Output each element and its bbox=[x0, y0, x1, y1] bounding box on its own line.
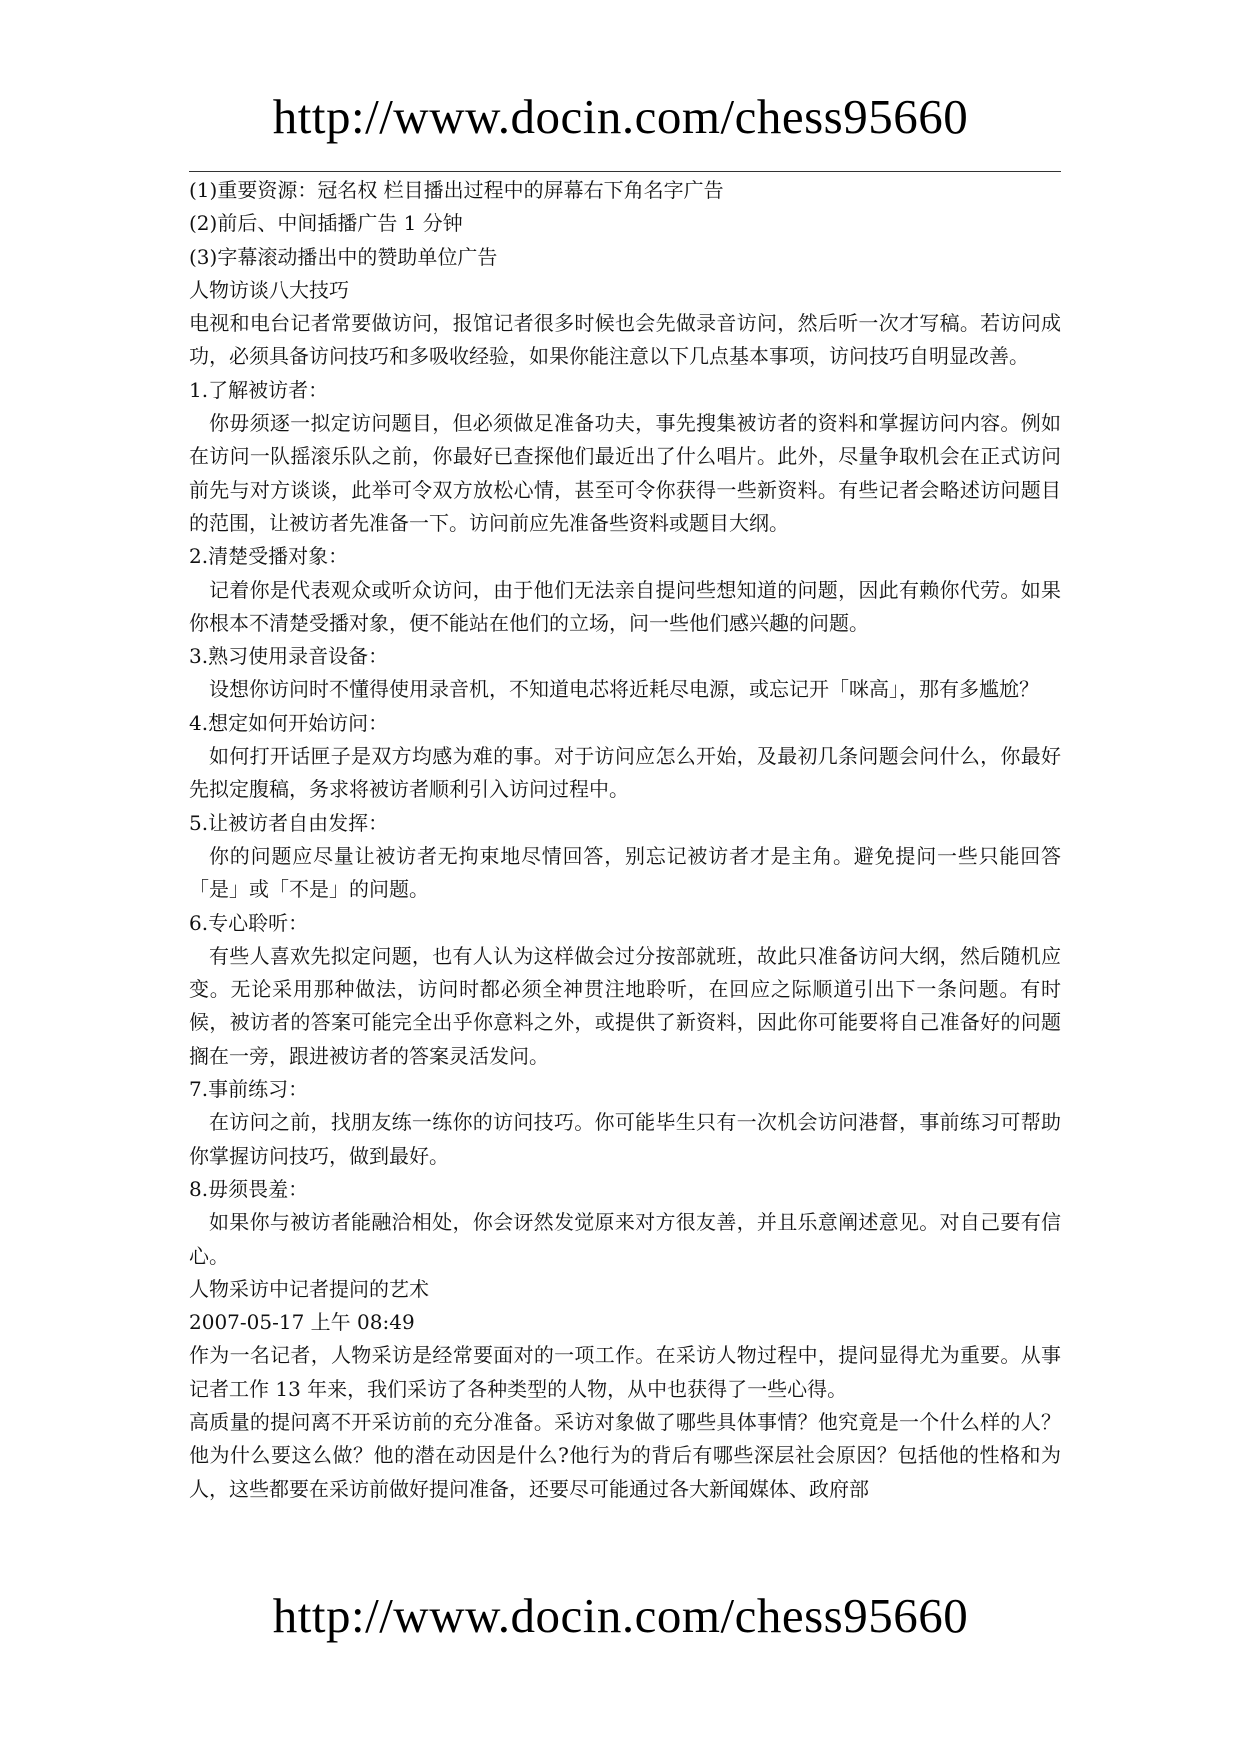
section-title-questioning-art: 人物采访中记者提问的艺术 bbox=[189, 1276, 429, 1301]
header-watermark-url: http://www.docin.com/chess95660 bbox=[272, 89, 969, 144]
tip-heading-1: 1.了解被访者： bbox=[189, 377, 329, 402]
tip-body-2: 记着你是代表观众或听众访问，由于他们无法亲自提问些想知道的问题，因此有赖你代劳。如果你根本不清楚受播对象，便不能站在他们的立场，问一些他们感兴趣的问题。 bbox=[189, 577, 1061, 635]
tip-body-5: 你的问题应尽量让被访者无拘束地尽情回答，别忘记被访者才是主角。避免提问一些只能回答「是」或「不是」的问题。 bbox=[189, 843, 1061, 902]
tip-heading-6: 6.专心聆听： bbox=[189, 910, 309, 935]
tip-heading-4: 4.想定如何开始访问： bbox=[189, 710, 389, 735]
header-divider bbox=[189, 171, 1061, 172]
resource-item-1: (1)重要资源：冠名权 栏目播出过程中的屏幕右下角名字广告 bbox=[189, 178, 724, 202]
article-paragraph-2: 高质量的提问离不开采访前的充分准备。采访对象做了哪些具体事情？他究竟是一个什么样的人？他为什么要这么做？他的潜在动因是什么?他行为的背后有哪些深层社会原因？包括他的性格和为人，这些都要在采访前做好提问准备，还要尽可能通过各大新闻媒体、政府部 bbox=[189, 1409, 1061, 1501]
article-paragraph-1: 作为一名记者，人物采访是经常要面对的一项工作。在采访人物过程中，提问显得尤为重要。从事记者工作 13 年来，我们采访了各种类型的人物，从中也获得了一些心得。 bbox=[189, 1343, 1061, 1401]
tip-body-8: 如果你与被访者能融洽相处，你会讶然发觉原来对方很友善，并且乐意阐述意见。对自己要有信心。 bbox=[189, 1210, 1061, 1268]
tip-heading-8: 8.毋须畏羞： bbox=[189, 1176, 309, 1201]
section-title-interview-tips: 人物访谈八大技巧 bbox=[189, 277, 349, 302]
tip-body-3: 设想你访问时不懂得使用录音机，不知道电芯将近耗尽电源，或忘记开「咪高」，那有多尴尬？ bbox=[209, 677, 1039, 702]
post-timestamp: 2007-05-17 上午 08:49 bbox=[189, 1310, 415, 1335]
footer-watermark-url: http://www.docin.com/chess95660 bbox=[272, 1588, 969, 1643]
tip-body-6: 有些人喜欢先拟定问题，也有人认为这样做会过分按部就班，故此只准备访问大纲，然后随机应变。无论采用那种做法，访问时都必须全神贯注地聆听，在回应之际顺道引出下一条问题。有时候，被访者的答案可能完全出乎你意料之外，或提供了新资料，因此你可能要将自己准备好的问题搁在一旁，跟进被访者的答案灵活发问。 bbox=[189, 943, 1061, 1068]
intro-paragraph: 电视和电台记者常要做访问，报馆记者很多时候也会先做录音访问，然后听一次才写稿。若访问成功，必须具备访问技巧和多吸收经验，如果你能注意以下几点基本事项，访问技巧自明显改善。 bbox=[189, 311, 1061, 369]
document-body bbox=[189, 174, 1061, 1506]
resource-item-3: (3)字幕滚动播出中的赞助单位广告 bbox=[189, 244, 498, 269]
tip-heading-5: 5.让被访者自由发挥： bbox=[189, 810, 389, 835]
tip-body-4: 如何打开话匣子是双方均感为难的事。对于访问应怎么开始，及最初几条问题会问什么，你最好先拟定腹稿，务求将被访者顺利引入访问过程中。 bbox=[189, 744, 1061, 802]
tip-body-7: 在访问之前，找朋友练一练你的访问技巧。你可能毕生只有一次机会访问港督，事前练习可帮助你掌握访问技巧，做到最好。 bbox=[189, 1110, 1061, 1168]
tip-heading-2: 2.清楚受播对象： bbox=[189, 544, 349, 569]
resource-item-2: (2)前后、中间插播广告 1 分钟 bbox=[189, 211, 463, 236]
tip-heading-3: 3.熟习使用录音设备： bbox=[189, 644, 389, 669]
tip-body-1: 你毋须逐一拟定访问题目，但必须做足准备功夫，事先搜集被访者的资料和掌握访问内容。例如在访问一队摇滚乐队之前，你最好已查探他们最近出了什么唱片。此外，尽量争取机会在正式访问前先与对方谈谈，此举可令双方放松心情，甚至可令你获得一些新资料。有些记者会略述访问题目的范围，让被访者先准备一下。访问前应先准备些资料或题目大纲。 bbox=[189, 411, 1061, 535]
tip-heading-7: 7.事前练习： bbox=[189, 1077, 309, 1102]
